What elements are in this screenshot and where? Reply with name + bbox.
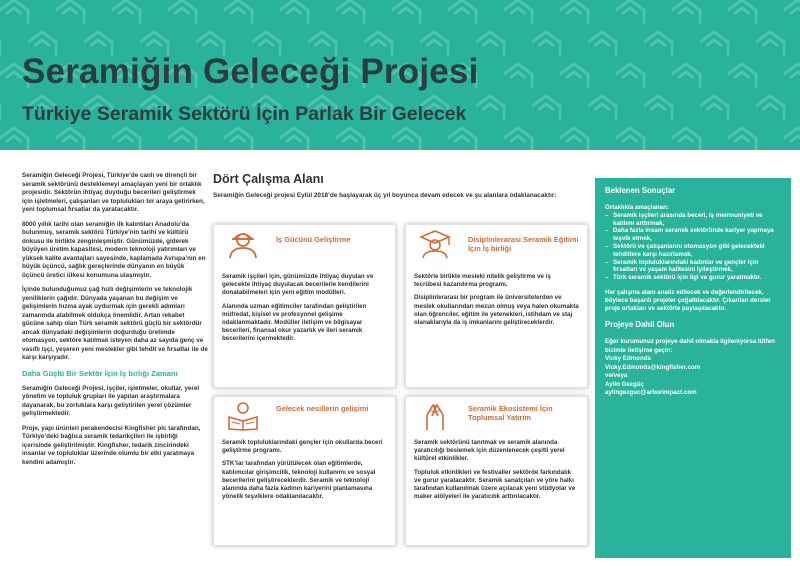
pattern-shape: [672, 64, 700, 88]
pattern-shape: [616, 128, 644, 150]
intro-paragraph-1: Seramiğin Geleceği Projesi, Türkiye’de canlı ve dirençli bir seramik sektörünü desteklemeyi amaçlayan yeni bir ortaklık projesidir. Sektörün ihtiyaç duyduğu becerileri geliştirmek için işletmeleri, çalışanları ve toplulukları bir araya getirirken, yeni toplumsal fırsatlar da yaratacaktır.: [22, 172, 205, 213]
pattern-shape: [616, 0, 644, 24]
pattern-shape: [336, 0, 364, 24]
pattern-shape: [728, 128, 756, 150]
pattern-shape: [588, 96, 616, 120]
work-areas-intro: Seramiğin Geleceği projesi Eylül 2018’de başlayarak üç yıl boyunca devam edecek ve şu alanlara odaklanacaktır:: [213, 192, 557, 199]
high-five-icon: [413, 401, 457, 431]
book-icon: [221, 401, 265, 431]
pattern-shape: [504, 128, 532, 150]
pattern-shape: [476, 32, 504, 56]
pattern-shape: [588, 32, 616, 56]
pattern-shape: [784, 128, 800, 150]
pattern-shape: [728, 64, 756, 88]
card-body: [414, 439, 579, 506]
intro-paragraph-5: Proje, yapı ürünleri perakendecisi Kingfisher plc tarafından, Türkiye’deki bağlıca seramik tedarikçileri ile işbirliği içerisinde geliştirilmiştir. Kingfisher, tedarik zincirindeki insanlar ve topluluklar üzerinde olumlu bir etki yaratmaya kendini adamıştır.: [22, 424, 201, 466]
card-title: Seramik Ekosistemi İçin Toplumsal Yatırım: [468, 404, 553, 422]
pattern-shape: [504, 0, 532, 24]
intro-paragraph-4: Seramiğin Geleceği Projesi, işçiler, işletmeler, okullar, yerel yönetim ve topluluk grupları ile yapılan araştırmalara dayanarak, bu zorluklara karşı geliştirilen yerel çözümler geliştirmektedir.: [22, 384, 200, 417]
card-paragraph: Disiplinlerarası bir program ile üniversitelerden ve meslek okullarından mezun olmuş veya halen okumakta olan öğrenciler, eğitim ile yetenekleri, istihdam ve staj olanaklarıyla da iş imkanlarını geliştireceklerdir.: [414, 294, 579, 327]
pattern-shape: [112, 0, 140, 24]
page-subtitle: Türkiye Seramik Sektörü İçin Parlak Bir Gelecek: [22, 103, 467, 125]
pattern-shape: [504, 64, 532, 88]
contact-name: Aylin Gezgüç: [605, 380, 644, 388]
pattern-shape: [700, 32, 728, 56]
card-paragraph: Seramik işçileri için, günümüzde ihtiyaç duyulan ve gelecekte ihtiyaç duyulacak becerilerle kendilerini donatabilmeleri için yeni eğitim modülleri.: [222, 273, 374, 297]
pattern-shape: [168, 128, 196, 150]
pattern-shape: [560, 64, 588, 88]
pattern-shape: [56, 0, 84, 24]
pattern-shape: [616, 64, 644, 88]
graduate-icon: [413, 229, 457, 259]
pattern-shape: [392, 128, 420, 150]
intro-paragraph-3: İçinde bulunduğumuz çağ hızlı değişimlerin ve teknolojik yeniliklerin çağıdır. Dünyada yaşanan bu değişim ve gelişimlerin hızına ayak uydurmak için gerekli adımları zamanında atabilmek oldukça önemlidir. Artan rekabet gücüne sahip olan Türk seramik sektörü güçlü bir sektördür ancak dünyadaki değişimlerin doğurduğu üretimde otomasyon, sektöre katılmak isteyen daha az sayıda genç ve vasıflı işçi, yeşeren yeni meslekler gibi tehdit ve fırsatlar ile de karşı karşıyadır.: [22, 286, 208, 361]
contact-block: [605, 338, 781, 398]
pattern-shape: [476, 96, 504, 120]
list-item: – Türk seramik sektörü için ilgi ve gurur yaratmaktır.: [605, 274, 781, 282]
worker-icon: [221, 229, 265, 259]
card-title: İş Gücünü Geliştirme: [276, 235, 351, 244]
results-paragraph: Her çalışma alanı analiz edilecek ve değerlendirilecek, böylece başarılı projeler çoğaltılacaktır. Çıkarılan dersler proje ortakları ve sektörle paylaşılacaktır.: [605, 288, 771, 312]
card-paragraph: Topluluk etkinlikleri ve festivaller sektörde farkındalık ve gurur yaratacaktır. Seramik sanatçıları ve yöre halkı tarafından kullanılmak üzere açılacak yeni stüdyolar ve maker atölyeleri ile yaratıcılık arttırılacaktır.: [414, 468, 576, 501]
expected-results-heading: Beklenen Sonuçlar: [605, 186, 676, 195]
pattern-shape: [672, 128, 700, 150]
contact-intro: Eğer kurumunuz projeye dahil olmakla ilgileniyorsa lütfen bizimle iletişime geçin:: [605, 338, 775, 354]
contact-email-link[interactable]: Vicky.Edmonds@kingfisher.com: [605, 363, 701, 371]
get-involved-heading: Projeye Dahil Olun: [605, 320, 675, 330]
pattern-shape: [224, 0, 252, 24]
pattern-shape: [784, 0, 800, 24]
cooperation-heading: Daha Güçlü Bir Sektör İçin İş birliği Zamanı: [22, 368, 178, 378]
pattern-shape: [700, 96, 728, 120]
list-item: – Seramik işçileri arasında beceri, iş memnuniyeti ve katılımı arttırmak,: [605, 212, 781, 228]
list-item: – Seramik topluluklarındaki kadınlar ve gençler için fırsatları ve yaşam kalitesini iyileştirmek,: [605, 259, 781, 275]
pattern-shape: [448, 128, 476, 150]
pattern-shape: [532, 96, 560, 120]
page-title: Seramiğin Geleceği Projesi: [22, 52, 479, 91]
pattern-shape: [728, 0, 756, 24]
pattern-shape: [756, 96, 784, 120]
work-areas-heading: Dört Çalışma Alanı: [213, 172, 324, 186]
pattern-shape: [0, 128, 28, 150]
pattern-shape: [280, 0, 308, 24]
intro-paragraph-2: 8000 yıllık tarihi olan seramiğin ilk kalıntıları Anadolu’da bulunmuş, seramik sektörü Türkiye’nin tarihi ve kültürü dokusu ile birlikte zenginleşmiştir. Günümüzde, giderek büyüyen üretim kapasitesi, modern teknoloji yatırımları ve yüksek kalite avantajları sayesinde, kaplamada Avrupa’nın en büyük üçüncü, sağlık gereçlerinde dünyanın en büyük üçüncü üretici ülkesi konumuna ulaşmıştır.: [22, 220, 206, 279]
card-paragraph: Seramik topluluklarındaki gençler için okullarda beceri geliştirme programı.: [222, 439, 383, 455]
card-paragraph: STK’lar tarafından yürütülecek olan eğitimlerde, katılımcılar girişimcilik, teknoloji kullanımı ve sosyal becerilerini geliştireceklerdir. Seramik ve teknoloji alanında daha fazla kadının kariyerini planlamasına yönelik teşviklere odaklanılacaktır.: [222, 460, 376, 501]
pattern-shape: [168, 0, 196, 24]
pattern-shape: [784, 64, 800, 88]
pattern-shape: [644, 32, 672, 56]
card-body: [222, 439, 387, 506]
card-workforce: [213, 224, 396, 388]
work-areas-section: [213, 172, 591, 201]
pattern-shape: [280, 128, 308, 150]
header-banner: [0, 0, 800, 150]
card-paragraph: Seramik sektörünü tanıtmak ve seramik alanında yaratıcılığı beslemek için düzenlenecek çeşitli yerel kültürel etkinlikler.: [414, 439, 565, 463]
expected-results-panel: [595, 178, 791, 558]
pattern-shape: [560, 128, 588, 150]
list-item: – Sektörü ve çalışanlarını otomasyon gibi gelecekteki tehditlere karşı hazırlamak,: [605, 243, 781, 259]
pattern-shape: [756, 32, 784, 56]
card-title: Disiplinlerarası Seramik Eğitimi İçin İş birliği: [468, 235, 579, 253]
pattern-shape: [560, 0, 588, 24]
pattern-shape: [644, 96, 672, 120]
card-paragraph: Sektörle birlikte mesleki nitelik geliştirme ve iş tecrübesi kazandırma programı.: [414, 273, 551, 289]
card-ecosystem: [405, 396, 588, 546]
pattern-shape: [56, 128, 84, 150]
pattern-shape: [0, 0, 28, 24]
intro-column: [22, 172, 208, 473]
results-list: [605, 212, 781, 282]
results-lead: Ortaklıkla amaçlanan:: [605, 204, 669, 211]
pattern-shape: [224, 128, 252, 150]
pattern-shape: [448, 0, 476, 24]
card-paragraph: Alanında uzman eğitimciler tarafından geliştirilen müfredat, kişisel ve profesyonel gelişime odaklanmaktadır. Modüller iletişim ve bilgisayar becerileri, finansal okur yazarlık ve ileri seramik becerilerini içermektedir.: [222, 302, 367, 343]
card-body: [222, 273, 387, 349]
contact-name: Vicky Edmonds: [605, 355, 651, 363]
pattern-shape: [112, 128, 140, 150]
card-body: [414, 273, 579, 332]
pattern-shape: [532, 32, 560, 56]
pattern-shape: [392, 0, 420, 24]
card-interdisciplinary: [405, 224, 588, 388]
pattern-shape: [672, 0, 700, 24]
card-next-generation: [213, 396, 396, 546]
contact-email-link[interactable]: aylingezguc@arborimpact.com: [605, 389, 697, 397]
list-item: – Daha fazla insanı seramik sektöründe kariyer yapmaya teşvik etmek,: [605, 227, 781, 243]
card-title: Gelecek nesillerin gelişimi: [276, 404, 369, 413]
pattern-shape: [336, 128, 364, 150]
contact-and: ve/veya: [605, 372, 628, 380]
